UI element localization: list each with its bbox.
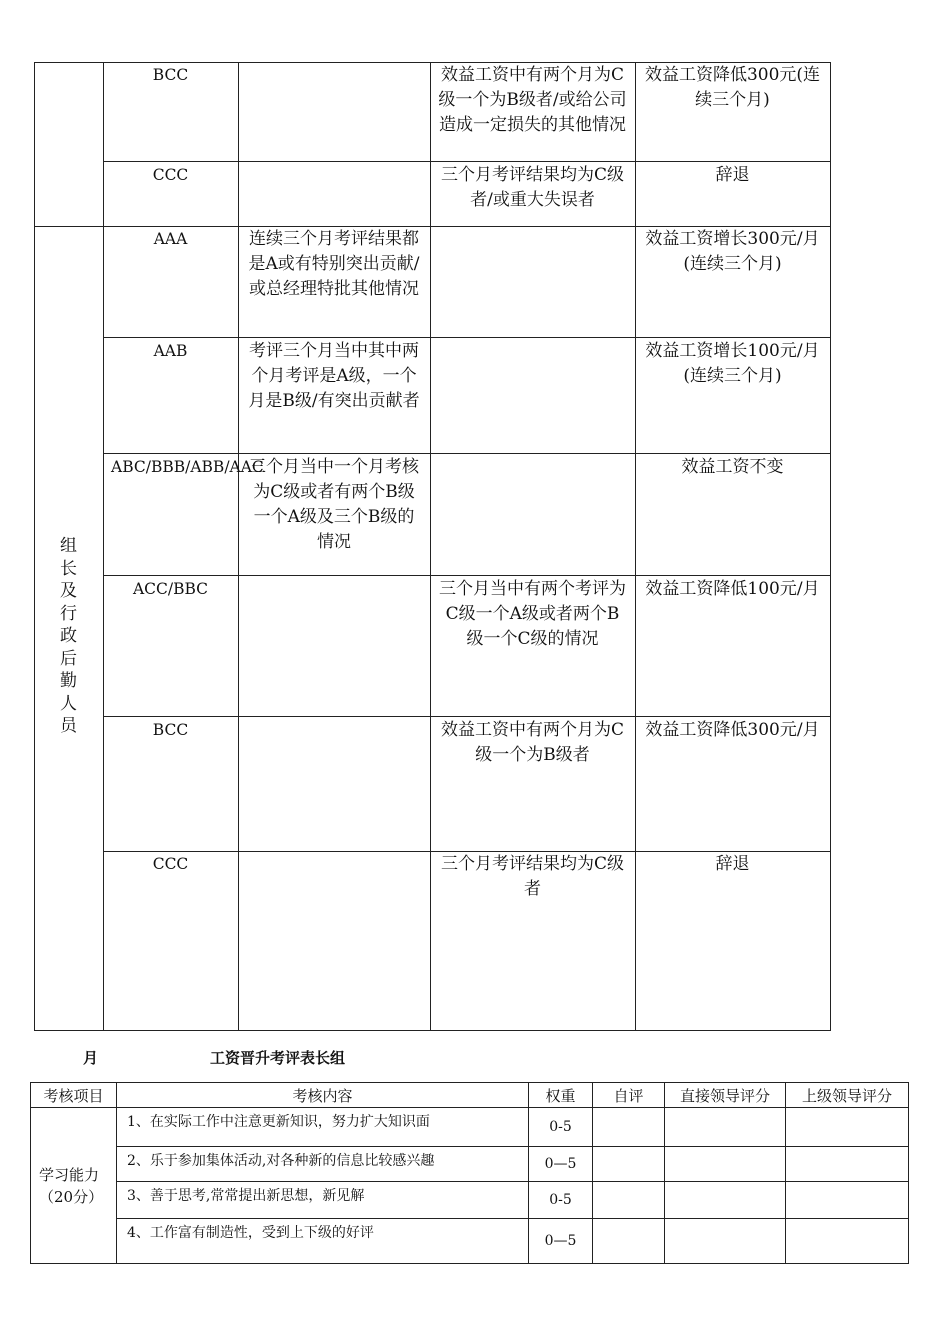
- direct-leader-score-cell[interactable]: [665, 1147, 786, 1182]
- table-row: [31, 1147, 909, 1182]
- content-text: 1、在实际工作中注意更新知识，努力扩大知识面: [117, 1108, 529, 1147]
- salary-result: 效益工资不变: [681, 457, 784, 477]
- header-weight: 权重: [529, 1083, 593, 1108]
- salary-result: 效益工资降低300元/月: [645, 720, 820, 740]
- weight-value: 0-5: [529, 1108, 593, 1147]
- page-title: 工资晋升考评表长组: [210, 1049, 346, 1067]
- header-item: 考核项目: [31, 1083, 117, 1108]
- salary-result: 效益工资增长100元/月(连续三个月): [645, 341, 820, 386]
- group-label: 组 长 及 行 政 后 勤 人 员: [60, 536, 77, 736]
- direct-leader-score-cell[interactable]: [665, 1219, 786, 1264]
- grade-code: BCC: [152, 721, 189, 739]
- header-self-score: 自评: [593, 1083, 665, 1108]
- grade-code: ACC/BBC: [132, 580, 209, 598]
- grade-code: AAB: [153, 342, 188, 360]
- cut-condition: 效益工资中有两个月为C级一个为B级者: [440, 720, 624, 765]
- self-score-cell[interactable]: [593, 1108, 665, 1147]
- salary-result: 辞退: [715, 165, 750, 185]
- cut-condition: 效益工资中有两个月为C级一个为B级者/或给公司造成一定损失的其他情况: [438, 65, 627, 135]
- salary-result: 效益工资降低300元(连续三个月): [644, 65, 821, 110]
- content-text: 2、乐于参加集体活动,对各种新的信息比较感兴趣: [117, 1147, 529, 1182]
- salary-result: 辞退: [715, 854, 750, 874]
- cut-condition: 三个月考评结果均为C级者: [440, 854, 624, 899]
- weight-value: 0-5: [529, 1182, 593, 1219]
- title-month: 月: [83, 1049, 99, 1067]
- table-row: [31, 1182, 909, 1219]
- senior-leader-score-cell[interactable]: [786, 1219, 909, 1264]
- raise-condition: 考评三个月当中其中两个月考评是A级，一个月是B级/有突出贡献者: [248, 341, 420, 411]
- table-row: [31, 1219, 909, 1264]
- cut-condition: 三个月考评结果均为C级者/或重大失误者: [440, 165, 624, 210]
- self-score-cell[interactable]: [593, 1147, 665, 1182]
- content-text: 3、善于思考,常常提出新思想，新见解: [117, 1182, 529, 1219]
- senior-leader-score-cell[interactable]: [786, 1108, 909, 1147]
- grade-code: CCC: [152, 166, 189, 184]
- raise-condition: 三个月当中一个月考核为C级或者有两个B级一个A级及三个B级的情况: [249, 457, 419, 552]
- category-label: 学习能力（20分）: [31, 1108, 117, 1264]
- header-direct-leader-score: 直接领导评分: [665, 1083, 786, 1108]
- grade-code: CCC: [152, 855, 189, 873]
- raise-condition: 连续三个月考评结果都是A或有特别突出贡献/或总经理特批其他情况: [248, 229, 420, 299]
- cut-condition: 三个月当中有两个考评为C级一个A级或者两个B级一个C级的情况: [439, 579, 626, 649]
- header-senior-leader-score: 上级领导评分: [786, 1083, 909, 1108]
- salary-result: 效益工资增长300元/月(连续三个月): [645, 229, 820, 274]
- appraisal-table: [30, 1082, 909, 1264]
- weight-value: 0—5: [529, 1219, 593, 1264]
- header-content: 考核内容: [117, 1083, 529, 1108]
- weight-value: 0—5: [529, 1147, 593, 1182]
- direct-leader-score-cell[interactable]: [665, 1182, 786, 1219]
- senior-leader-score-cell[interactable]: [786, 1182, 909, 1219]
- self-score-cell[interactable]: [593, 1219, 665, 1264]
- table-row: [31, 1108, 909, 1147]
- senior-leader-score-cell[interactable]: [786, 1147, 909, 1182]
- grade-code: AAA: [153, 230, 188, 248]
- grade-code: BCC: [152, 66, 189, 84]
- self-score-cell[interactable]: [593, 1182, 665, 1219]
- header-row: [31, 1083, 909, 1108]
- salary-result: 效益工资降低100元/月: [645, 579, 820, 599]
- direct-leader-score-cell[interactable]: [665, 1108, 786, 1147]
- content-text: 4、工作富有制造性，受到上下级的好评: [117, 1219, 529, 1264]
- grade-code: ABC/BBB/ABB/AAC: [111, 458, 264, 476]
